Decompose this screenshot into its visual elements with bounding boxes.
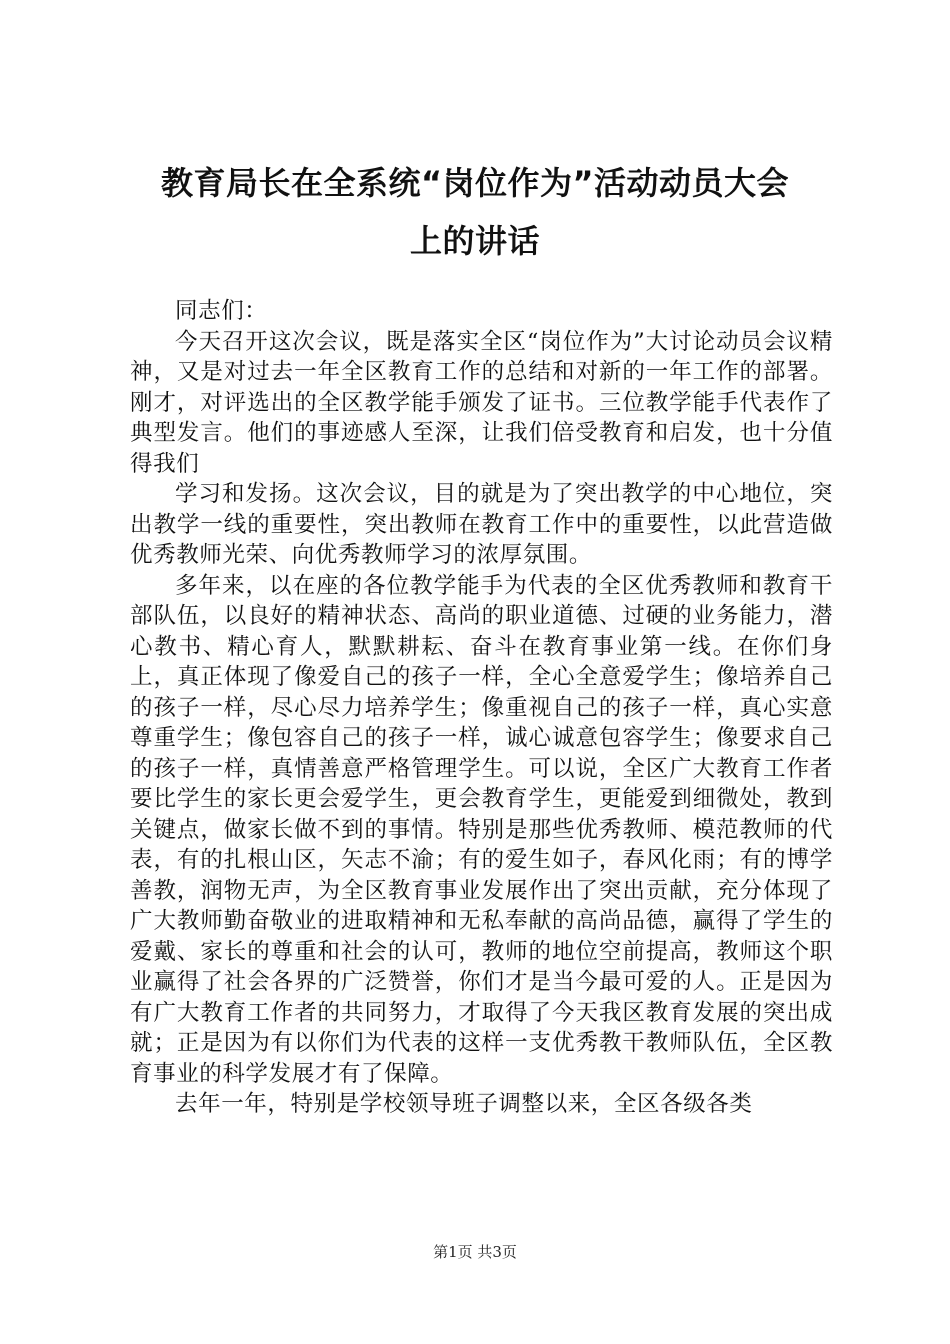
title-line-1: 教育局长在全系统“岗位作为”活动动员大会	[160, 164, 790, 202]
page-footer: 第1页 共3页	[433, 1243, 517, 1261]
paragraph-1: 今天召开这次会议，既是落实全区“岗位作为”大讨论动员会议精神，又是对过去一年全区教育工作的总结和对新的一年工作的部署。刚才，对评选出的全区教学能手颁发了证书。三位教学能手代表作了典型发言。他们的事迹感人至深，让我们倍受教育和启发，也十分值得我们	[130, 328, 833, 477]
paragraph-3: 多年来，以在座的各位教学能手为代表的全区优秀教师和教育干部队伍，以良好的精神状态、高尚的职业道德、过硬的业务能力，潜心教书、精心育人，默默耕耘、奋斗在教育事业第一线。在你们身上，真正体现了像爱自己的孩子一样，全心全意爱学生；像培养自己的孩子一样，尽心尽力培养学生；像重视自己的孩子一样，真心实意尊重学生；像包容自己的孩子一样，诚心诚意包容学生；像要求自己的孩子一样，真情善意严格管理学生。可以说，全区广大教育工作者要比学生的家长更会爱学生，更会教育学生，更能爱到细微处，教到关键点，做家长做不到的事情。特别是那些优秀教师、模范教师的代表，有的扎根山区，矢志不渝；有的爱生如子，春风化雨；有的博学善教，润物无声，为全区教育事业发展作出了突出贡献，充分体现了广大教师勤奋敬业的进取精神和无私奉献的高尚品德，赢得了学生的爱戴、家长的尊重和社会的认可，教师的地位空前提高，教师这个职业赢得了社会各界的广泛赞誉，你们才是当今最可爱的人。正是因为有广大教育工作者的共同努力，才取得了今天我区教育发展的突出成就；正是因为有以你们为代表的这样一支优秀教干教师队伍，全区教育事业的科学发展才有了保障。	[130, 572, 833, 1087]
document-body	[130, 296, 833, 1120]
paragraph-2: 学习和发扬。这次会议，目的就是为了突出教学的中心地位，突出教学一线的重要性，突出教师在教育工作中的重要性，以此营造做优秀教师光荣、向优秀教师学习的浓厚氛围。	[130, 481, 833, 568]
document-title	[118, 154, 832, 270]
greeting: 同志们：	[175, 298, 268, 324]
paragraph-4: 去年一年，特别是学校领导班子调整以来，全区各级各类	[175, 1091, 753, 1117]
title-line-2: 上的讲话	[409, 222, 540, 260]
